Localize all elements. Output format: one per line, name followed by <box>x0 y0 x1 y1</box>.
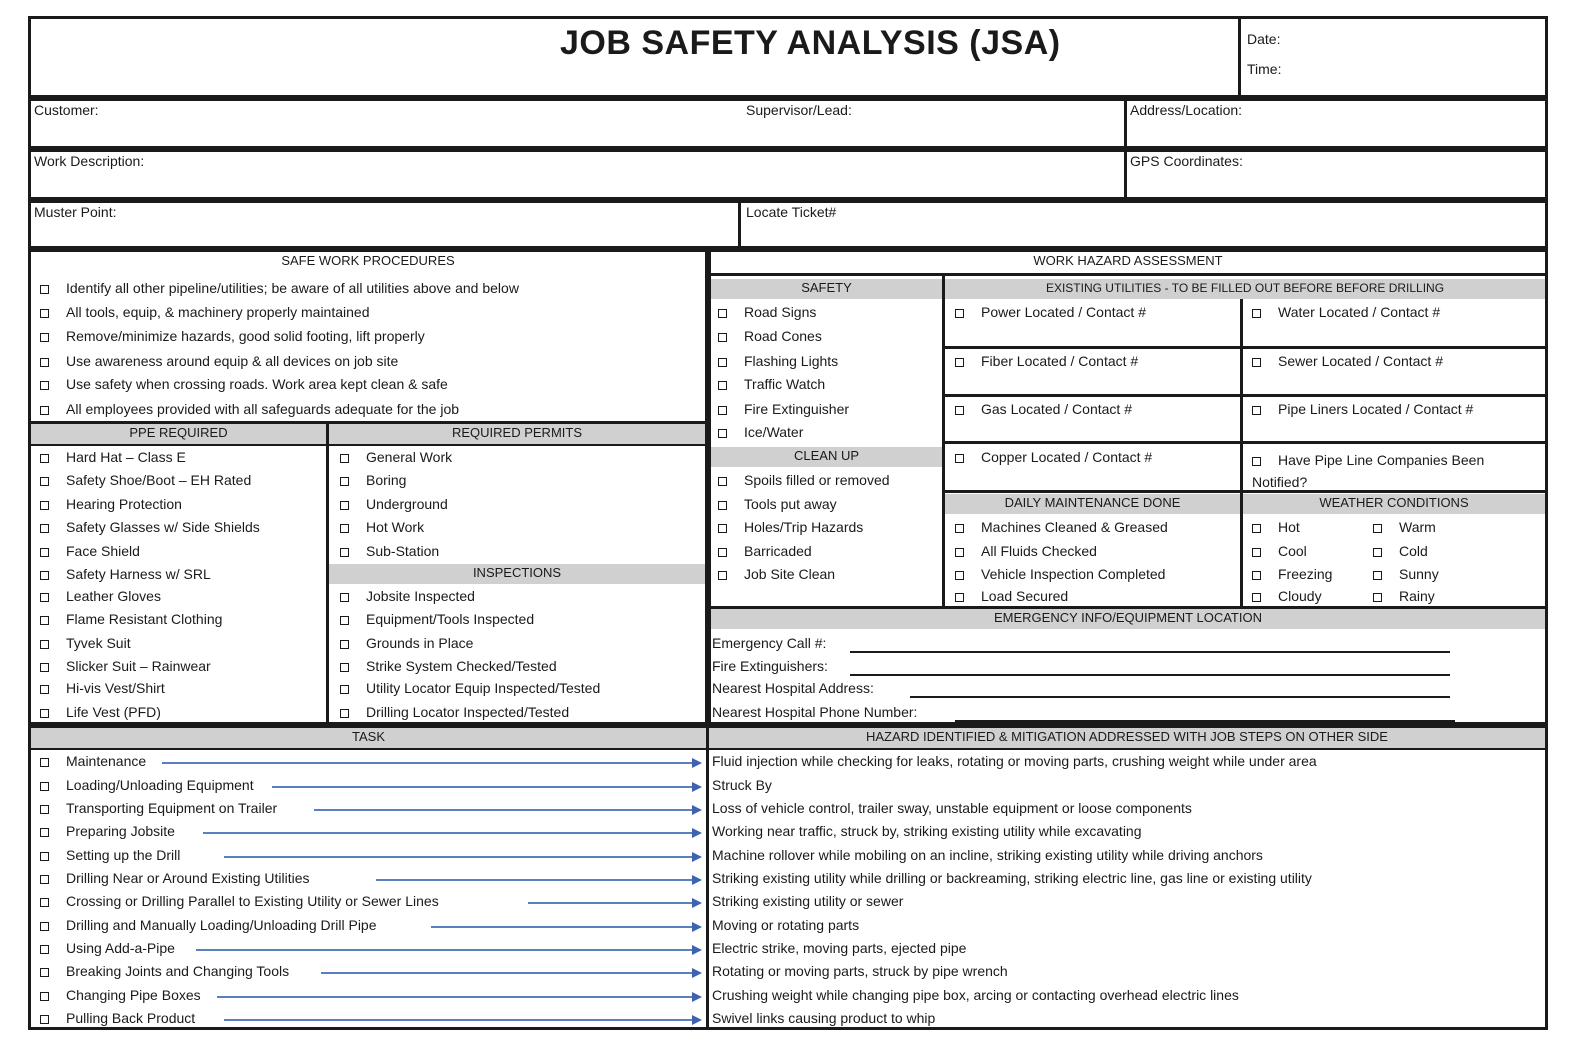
hazard-item: Fluid injection while checking for leaks, rotating or moving parts, crushing weight while under area <box>712 753 1317 769</box>
checkbox-icon[interactable] <box>40 616 49 625</box>
safety-item[interactable]: Flashing Lights <box>718 353 838 373</box>
hazard-item: Electric strike, moving parts, ejected pipe <box>712 940 967 956</box>
safe-work-heading: SAFE WORK PROCEDURES <box>31 252 705 272</box>
hazard-item: Swivel links causing product to whip <box>712 1010 936 1026</box>
cleanup-item[interactable]: Holes/Trip Hazards <box>718 519 863 539</box>
checkbox-icon[interactable] <box>40 945 49 954</box>
checkbox-icon[interactable] <box>340 477 349 486</box>
arrow-right-icon <box>692 898 702 908</box>
weather-item[interactable]: Cloudy <box>1252 588 1322 608</box>
arrow-right-icon <box>692 852 702 862</box>
hazard-item: Machine rollover while mobiling on an incline, striking existing utility while driving anchors <box>712 847 1263 863</box>
checkbox-icon[interactable] <box>340 616 349 625</box>
hospital-phone-line[interactable] <box>955 720 1455 722</box>
work-description-field[interactable]: Work Description: <box>34 153 145 169</box>
hazard-heading: HAZARD IDENTIFIED & MITIGATION ADDRESSED WITH JOB STEPS ON OTHER SIDE <box>709 728 1545 750</box>
maintenance-item[interactable]: Vehicle Inspection Completed <box>955 566 1165 586</box>
work-hazard-heading: WORK HAZARD ASSESSMENT <box>711 252 1545 276</box>
checkbox-icon[interactable] <box>40 709 49 718</box>
connector-arrow-line <box>203 832 692 834</box>
permit-item[interactable]: Underground <box>340 496 448 516</box>
checkbox-icon[interactable] <box>40 640 49 649</box>
document-title: JOB SAFETY ANALYSIS (JSA) <box>560 24 1061 62</box>
checkbox-icon[interactable] <box>955 309 964 318</box>
checkbox-icon[interactable] <box>1373 571 1382 580</box>
safety-item[interactable]: Traffic Watch <box>718 376 825 396</box>
checkbox-icon[interactable] <box>40 454 49 463</box>
inspection-item[interactable]: Utility Locator Equip Inspected/Tested <box>340 680 600 700</box>
checkbox-icon[interactable] <box>340 501 349 510</box>
hospital-phone-label: Nearest Hospital Phone Number: <box>712 704 918 720</box>
checkbox-icon[interactable] <box>1252 406 1261 415</box>
maintenance-heading: DAILY MAINTENANCE DONE <box>945 494 1240 514</box>
safe-work-item[interactable]: Use awareness around equip & all devices on job site <box>40 353 398 373</box>
task-item[interactable]: Preparing Jobsite <box>40 823 175 843</box>
cleanup-item[interactable]: Spoils filled or removed <box>718 472 890 492</box>
connector-arrow-line <box>162 762 692 764</box>
checkbox-icon[interactable] <box>40 805 49 814</box>
cleanup-heading: CLEAN UP <box>711 447 942 467</box>
checkbox-icon[interactable] <box>40 1015 49 1024</box>
checkbox-icon[interactable] <box>40 358 49 367</box>
utilities-row-line <box>945 394 1545 397</box>
weather-item[interactable]: Freezing <box>1252 566 1332 586</box>
checkbox-icon[interactable] <box>718 477 727 486</box>
connector-arrow-line <box>217 996 692 998</box>
hazard-item: Working near traffic, struck by, striking existing utility while excavating <box>712 823 1142 839</box>
maintenance-item[interactable]: Load Secured <box>955 588 1068 608</box>
task-item[interactable]: Changing Pipe Boxes <box>40 987 201 1007</box>
address-field[interactable]: Address/Location: <box>1130 102 1243 118</box>
checkbox-icon[interactable] <box>955 593 964 602</box>
checkbox-icon[interactable] <box>40 968 49 977</box>
utilities-row-line <box>945 441 1545 444</box>
ppe-item[interactable]: Tyvek Suit <box>40 635 131 655</box>
safe-work-item[interactable]: All employees provided with all safeguards adequate for the job <box>40 401 459 421</box>
hazard-item: Crushing weight while changing pipe box, arcing or contacting overhead electric lines <box>712 987 1239 1003</box>
ppe-item[interactable]: Safety Shoe/Boot – EH Rated <box>40 472 251 492</box>
utility-item[interactable]: Pipe Liners Located / Contact # <box>1252 401 1473 421</box>
work-row-divider <box>1124 149 1127 200</box>
inspection-item[interactable]: Equipment/Tools Inspected <box>340 611 534 631</box>
inspection-item[interactable]: Strike System Checked/Tested <box>340 658 557 678</box>
checkbox-icon[interactable] <box>1252 593 1261 602</box>
arrow-right-icon <box>692 758 702 768</box>
task-item[interactable]: Crossing or Drilling Parallel to Existing Utility or Sewer Lines <box>40 893 439 913</box>
arrow-right-icon <box>692 828 702 838</box>
checkbox-icon[interactable] <box>340 640 349 649</box>
ppe-item[interactable]: Hi-vis Vest/Shirt <box>40 680 165 700</box>
checkbox-icon[interactable] <box>40 898 49 907</box>
maintenance-item[interactable]: All Fluids Checked <box>955 543 1097 563</box>
utilities-heading: EXISTING UTILITIES - TO BE FILLED OUT BEFORE BEFORE DRILLING <box>945 279 1545 299</box>
hazard-item: Striking existing utility or sewer <box>712 893 904 909</box>
work-description-row <box>28 149 1548 200</box>
checkbox-icon[interactable] <box>40 828 49 837</box>
customer-field[interactable]: Customer: <box>34 102 99 118</box>
checkbox-icon[interactable] <box>40 477 49 486</box>
supervisor-field[interactable]: Supervisor/Lead: <box>746 102 852 118</box>
checkbox-icon[interactable] <box>340 524 349 533</box>
checkbox-icon[interactable] <box>718 571 727 580</box>
checkbox-icon[interactable] <box>40 992 49 1001</box>
connector-arrow-line <box>224 1019 692 1021</box>
connector-arrow-line <box>528 902 692 904</box>
safety-item[interactable]: Ice/Water <box>718 424 803 444</box>
inspection-item[interactable]: Jobsite Inspected <box>340 588 475 608</box>
hazard-item: Loss of vehicle control, trailer sway, unstable equipment or loose components <box>712 800 1192 816</box>
permit-item[interactable]: Boring <box>340 472 406 492</box>
permits-heading: REQUIRED PERMITS <box>329 424 705 446</box>
utility-item[interactable]: Have Pipe Line Companies Been Notified? <box>1252 452 1485 490</box>
connector-arrow-line <box>224 856 692 858</box>
weather-item[interactable]: Warm <box>1373 519 1436 539</box>
checkbox-icon[interactable] <box>340 663 349 672</box>
arrow-right-icon <box>692 875 702 885</box>
task-table-divider <box>706 725 709 1030</box>
task-item[interactable]: Setting up the Drill <box>40 847 180 867</box>
checkbox-icon[interactable] <box>40 685 49 694</box>
utilities-row-line <box>945 346 1545 349</box>
checkbox-icon[interactable] <box>955 548 964 557</box>
task-item[interactable]: Transporting Equipment on Trailer <box>40 800 277 820</box>
checkbox-icon[interactable] <box>40 875 49 884</box>
gps-field[interactable]: GPS Coordinates: <box>1130 153 1243 169</box>
safe-work-item[interactable]: Identify all other pipeline/utilities; be aware of all utilities above and below <box>40 280 519 300</box>
time-field[interactable]: Time: <box>1247 61 1282 77</box>
checkbox-icon[interactable] <box>718 381 727 390</box>
header-divider <box>1238 16 1241 98</box>
arrow-right-icon <box>692 945 702 955</box>
ppe-item[interactable]: Flame Resistant Clothing <box>40 611 222 631</box>
checkbox-icon[interactable] <box>40 548 49 557</box>
date-field[interactable]: Date: <box>1247 31 1281 47</box>
permit-item[interactable]: General Work <box>340 449 452 469</box>
arrow-right-icon <box>692 922 702 932</box>
checkbox-icon[interactable] <box>718 524 727 533</box>
checkbox-icon[interactable] <box>718 406 727 415</box>
checkbox-icon[interactable] <box>955 406 964 415</box>
checkbox-icon[interactable] <box>40 406 49 415</box>
checkbox-icon[interactable] <box>1252 358 1261 367</box>
task-item[interactable]: Drilling Near or Around Existing Utilities <box>40 870 310 890</box>
connector-arrow-line <box>321 972 692 974</box>
checkbox-icon[interactable] <box>40 309 49 318</box>
muster-point-field[interactable]: Muster Point: <box>34 204 117 220</box>
emergency-heading: EMERGENCY INFO/EQUIPMENT LOCATION <box>711 609 1545 629</box>
permit-item[interactable]: Sub-Station <box>340 543 439 563</box>
checkbox-icon[interactable] <box>40 922 49 931</box>
checkbox-icon[interactable] <box>40 593 49 602</box>
checkbox-icon[interactable] <box>718 501 727 510</box>
checkbox-icon[interactable] <box>40 524 49 533</box>
checkbox-icon[interactable] <box>340 454 349 463</box>
ppe-item[interactable]: Face Shield <box>40 543 140 563</box>
cleanup-item[interactable]: Tools put away <box>718 496 837 516</box>
hazard-item: Struck By <box>712 777 772 793</box>
inspection-item[interactable]: Drilling Locator Inspected/Tested <box>340 704 569 724</box>
emergency-call-line[interactable] <box>850 651 1450 653</box>
safe-work-item[interactable]: Use safety when crossing roads. Work area kept clean & safe <box>40 376 448 396</box>
checkbox-icon[interactable] <box>1252 548 1261 557</box>
task-item[interactable]: Maintenance <box>40 753 146 773</box>
checkbox-icon[interactable] <box>40 782 49 791</box>
safety-heading: SAFETY <box>711 279 942 299</box>
connector-arrow-line <box>272 786 692 788</box>
ppe-item[interactable]: Hearing Protection <box>40 496 182 516</box>
utility-item[interactable]: Gas Located / Contact # <box>955 401 1132 421</box>
task-item[interactable]: Using Add-a-Pipe <box>40 940 175 960</box>
safety-item[interactable]: Road Cones <box>718 328 822 348</box>
task-heading: TASK <box>31 728 706 750</box>
checkbox-icon[interactable] <box>340 685 349 694</box>
cleanup-item[interactable]: Job Site Clean <box>718 566 835 586</box>
permit-item[interactable]: Hot Work <box>340 519 424 539</box>
utility-item[interactable]: Sewer Located / Contact # <box>1252 353 1443 373</box>
checkbox-icon[interactable] <box>40 663 49 672</box>
connector-arrow-line <box>314 809 692 811</box>
checkbox-icon[interactable] <box>1373 548 1382 557</box>
ppe-item[interactable]: Safety Harness w/ SRL <box>40 566 211 586</box>
checkbox-icon[interactable] <box>1373 524 1382 533</box>
hazard-item: Moving or rotating parts <box>712 917 860 933</box>
checkbox-icon[interactable] <box>40 758 49 767</box>
connector-arrow-line <box>431 926 692 928</box>
ppe-item[interactable]: Leather Gloves <box>40 588 161 608</box>
hospital-address-label: Nearest Hospital Address: <box>712 680 874 696</box>
customer-row-divider <box>1124 98 1127 149</box>
checkbox-icon[interactable] <box>1252 457 1261 466</box>
weather-item[interactable]: Sunny <box>1373 566 1439 586</box>
weather-heading: WEATHER CONDITIONS <box>1243 494 1545 514</box>
checkbox-icon[interactable] <box>40 381 49 390</box>
checkbox-icon[interactable] <box>718 548 727 557</box>
locate-ticket-field[interactable]: Locate Ticket# <box>746 204 837 220</box>
checkbox-icon[interactable] <box>1252 309 1261 318</box>
checkbox-icon[interactable] <box>40 571 49 580</box>
safe-work-item[interactable]: All tools, equip, & machinery properly maintained <box>40 304 370 324</box>
checkbox-icon[interactable] <box>955 358 964 367</box>
checkbox-icon[interactable] <box>955 524 964 533</box>
task-item[interactable]: Breaking Joints and Changing Tools <box>40 963 289 983</box>
weather-item[interactable]: Rainy <box>1373 588 1435 608</box>
weather-item[interactable]: Hot <box>1252 519 1300 539</box>
checkbox-icon[interactable] <box>718 309 727 318</box>
ppe-item[interactable]: Slicker Suit – Rainwear <box>40 658 211 678</box>
ppe-heading: PPE REQUIRED <box>31 424 326 446</box>
hazard-item: Striking existing utility while drilling or backreaming, striking electric line, gas line or existing utility <box>712 870 1312 886</box>
checkbox-icon[interactable] <box>1252 524 1261 533</box>
task-item[interactable]: Pulling Back Product <box>40 1010 195 1030</box>
weather-item[interactable]: Cool <box>1252 543 1307 563</box>
inspections-heading: INSPECTIONS <box>329 564 705 584</box>
connector-arrow-line <box>376 879 692 881</box>
safety-item[interactable]: Fire Extinguisher <box>718 401 849 421</box>
checkbox-icon[interactable] <box>1252 571 1261 580</box>
utility-item[interactable]: Water Located / Contact # <box>1252 304 1440 324</box>
fire-extinguishers-label: Fire Extinguishers: <box>712 658 828 674</box>
inspection-item[interactable]: Grounds in Place <box>340 635 473 655</box>
task-item[interactable]: Loading/Unloading Equipment <box>40 777 254 797</box>
checkbox-icon[interactable] <box>718 429 727 438</box>
arrow-right-icon <box>692 805 702 815</box>
emergency-call-label: Emergency Call #: <box>712 635 827 651</box>
utility-item[interactable]: Fiber Located / Contact # <box>955 353 1138 373</box>
checkbox-icon[interactable] <box>40 285 49 294</box>
fire-extinguishers-line[interactable] <box>850 674 1450 676</box>
checkbox-icon[interactable] <box>718 358 727 367</box>
checkbox-icon[interactable] <box>955 454 964 463</box>
arrow-right-icon <box>692 1015 702 1025</box>
utility-item[interactable]: Power Located / Contact # <box>955 304 1146 324</box>
checkbox-icon[interactable] <box>40 333 49 342</box>
arrow-right-icon <box>692 992 702 1002</box>
checkbox-icon[interactable] <box>340 709 349 718</box>
checkbox-icon[interactable] <box>1373 593 1382 602</box>
arrow-right-icon <box>692 782 702 792</box>
safety-item[interactable]: Road Signs <box>718 304 816 324</box>
hospital-address-line[interactable] <box>910 696 1450 698</box>
checkbox-icon[interactable] <box>955 571 964 580</box>
hazard-item: Rotating or moving parts, struck by pipe wrench <box>712 963 1008 979</box>
connector-arrow-line <box>196 949 692 951</box>
checkbox-icon[interactable] <box>718 333 727 342</box>
arrow-right-icon <box>692 968 702 978</box>
safe-work-item[interactable]: Remove/minimize hazards, good solid footing, lift properly <box>40 328 425 348</box>
checkbox-icon[interactable] <box>40 501 49 510</box>
ppe-item[interactable]: Safety Glasses w/ Side Shields <box>40 519 260 539</box>
checkbox-icon[interactable] <box>340 593 349 602</box>
maintenance-item[interactable]: Machines Cleaned & Greased <box>955 519 1168 539</box>
ppe-item[interactable]: Life Vest (PFD) <box>40 704 161 724</box>
checkbox-icon[interactable] <box>340 548 349 557</box>
weather-item[interactable]: Cold <box>1373 543 1428 563</box>
task-item[interactable]: Drilling and Manually Loading/Unloading Drill Pipe <box>40 917 377 937</box>
cleanup-item[interactable]: Barricaded <box>718 543 812 563</box>
checkbox-icon[interactable] <box>40 852 49 861</box>
utility-item[interactable]: Copper Located / Contact # <box>955 449 1152 469</box>
ppe-item[interactable]: Hard Hat – Class E <box>40 449 186 469</box>
muster-row-divider <box>738 200 741 249</box>
